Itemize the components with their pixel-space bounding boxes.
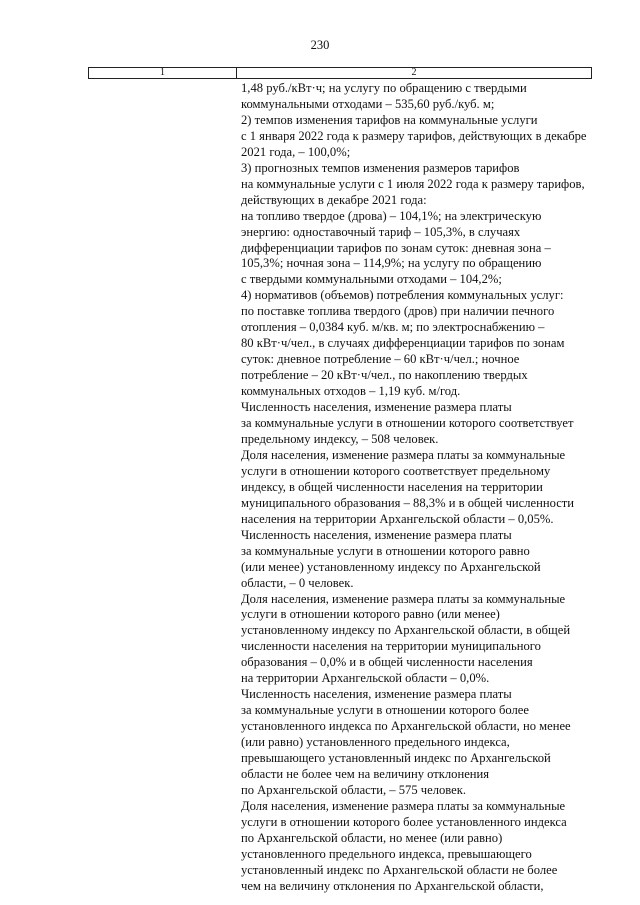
text-line: чем на величину отклонения по Архангельской области, [241, 878, 544, 893]
text-line: Доля населения, изменение размера платы за коммунальные [241, 798, 566, 813]
text-line: Численность населения, изменение размера платы [241, 527, 512, 542]
text-line: энергию: одноставочный тариф – 105,3%, в случаях [241, 224, 521, 239]
table-header [88, 67, 592, 79]
text-line: (или равно) установленного предельного индекса, [241, 735, 510, 750]
text-line: услуги в отношении которого соответствует предельному [241, 463, 551, 478]
text-line: населения на территории Архангельской области – 0,05%. [241, 511, 554, 526]
text-line: по Архангельской области, – 575 человек. [241, 782, 467, 797]
text-line: действующих в декабре 2021 года: [241, 192, 427, 207]
text-line: по поставке топлива твердого (дров) при наличии печного [241, 304, 555, 319]
text-line: области, – 0 человек. [241, 575, 354, 590]
text-line: отопления – 0,0384 куб. м/кв. м; по электроснабжению – [241, 320, 545, 335]
text-line: превышающего установленный индекс по Архангельской [241, 751, 551, 766]
text-line: 80 кВт·ч/чел., в случаях дифференциации тарифов по зонам [241, 336, 565, 351]
text-line: по Архангельской области, но менее (или равно) [241, 830, 503, 845]
text-line: 3) прогнозных темпов изменения размеров тарифов [241, 160, 520, 175]
document-text [241, 81, 593, 895]
text-line: суток: дневное потребление – 60 кВт·ч/чел.; ночное [241, 352, 520, 367]
text-line: потребление – 20 кВт·ч/чел., по накоплению твердых [241, 368, 528, 383]
text-line: муниципального образования – 88,3% и в общей численности [241, 495, 575, 510]
text-line: установленного предельного индекса, превышающего [241, 846, 532, 861]
text-line: за коммунальные услуги в отношении которого равно [241, 543, 530, 558]
text-line: численности населения на территории муниципального [241, 639, 541, 654]
text-line: Доля населения, изменение размера платы за коммунальные [241, 591, 566, 606]
text-line: 105,3%; ночная зона – 114,9%; на услугу по обращению [241, 256, 542, 271]
text-line: на коммунальные услуги с 1 июля 2022 года к размеру тарифов, [241, 176, 585, 191]
text-line: Численность населения, изменение размера платы [241, 400, 512, 415]
text-line: за коммунальные услуги в отношении которого соответствует [241, 416, 574, 431]
text-line: области не более чем на величину отклонения [241, 766, 490, 781]
text-line: 1,48 руб./кВт·ч; на услугу по обращению с твердыми [241, 81, 527, 95]
text-line: индексу, в общей численности населения на территории [241, 479, 543, 494]
text-line: установленный индекс по Архангельской области не более [241, 862, 558, 877]
table-header-col2: 2 [411, 67, 417, 78]
text-line: услуги в отношении которого равно (или менее) [241, 607, 500, 622]
text-line: услуги в отношении которого более установленного индекса [241, 814, 567, 829]
text-line: (или менее) установленному индексу по Архангельской [241, 559, 541, 574]
page-number: 230 [310, 38, 330, 52]
text-line: установленного индекса по Архангельской области, но менее [241, 719, 571, 734]
text-line: за коммунальные услуги в отношении которого более [241, 703, 529, 718]
text-line: 4) нормативов (объемов) потребления коммунальных услуг: [241, 288, 564, 303]
text-line: Доля населения, изменение размера платы за коммунальные [241, 447, 566, 462]
text-line: коммунальными отходами – 535,60 руб./куб. м; [241, 96, 495, 111]
text-line: коммунальных отходов – 1,19 куб. м/год. [241, 384, 461, 399]
text-line: на территории Архангельской области – 0,0%. [241, 671, 490, 686]
text-line: 2021 года, – 100,0%; [241, 144, 351, 159]
text-line: установленному индексу по Архангельской области, в общей [241, 623, 571, 638]
text-line: образования – 0,0% и в общей численности населения [241, 655, 533, 670]
text-line: с твердыми коммунальными отходами – 104,2%; [241, 272, 502, 287]
text-line: с 1 января 2022 года к размеру тарифов, действующих в декабре [241, 128, 587, 143]
text-line: Численность населения, изменение размера платы [241, 687, 512, 702]
text-line: предельному индексу, – 508 человек. [241, 431, 439, 446]
text-line: дифференциации тарифов по зонам суток: дневная зона – [241, 240, 551, 255]
text-line: 2) темпов изменения тарифов на коммунальные услуги [241, 112, 538, 127]
text-line: на топливо твердое (дрова) – 104,1%; на электрическую [241, 208, 542, 223]
table-header-col1: 1 [89, 68, 237, 78]
